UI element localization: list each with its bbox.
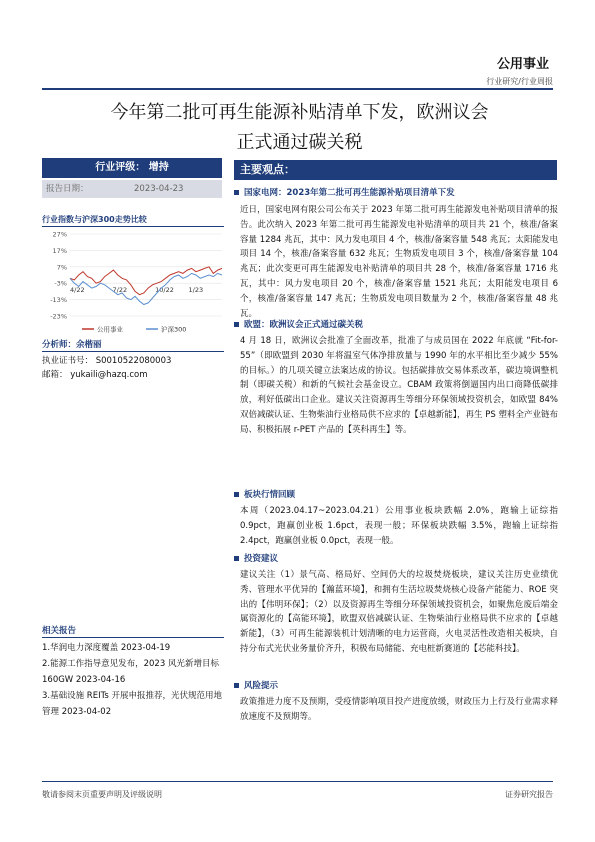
section-body-investment-advice: 建议关注（1）景气高、格局好、空间仍大的垃圾焚烧板块，建议关注历史业绩优秀、管理水平优异的【瀚蓝环境】，和拥有生活垃圾焚烧核心设备产能能力、ROE 突出的【伟明环保】；（2）以及资源再生等细分环保领域投资机会，如聚焦危废后端金属资源化的【高能环境】，欧盟双倍减碳认证、生物柴油行业格局供不应求的【卓越新能】，（3）可再生能源装机计划清晰的电力运营商，火电灵活性改造相关板块，自持分布式光伏业务量价齐升，积极布局储能、充电桩新赛道的【芯能科技】。: [240, 570, 558, 654]
analyst-heading: [42, 338, 102, 350]
index-comparison-chart: [42, 228, 227, 338]
chart-title-divider: [42, 226, 224, 227]
y-tick-label: 7%: [56, 263, 67, 272]
report-type-label: 行业研究/行业周报: [486, 77, 553, 86]
y-tick-label: -13%: [50, 296, 67, 305]
analyst-email: 邮箱： yukaili@hazq.com: [42, 370, 148, 380]
bullet-square-icon: [234, 556, 239, 561]
x-tick-label: 7/22: [112, 286, 128, 295]
report-title-line2: 正式通过碳关税: [236, 132, 363, 153]
analyst-label: 分析师：: [42, 340, 77, 350]
related-reports-title: 相关报告: [42, 626, 77, 636]
x-tick-label: 10/22: [155, 286, 174, 295]
section-title-state-grid: 国家电网：2023年第二批可再生能源补贴项目清单下发: [234, 186, 455, 198]
section-title-market-review: 板块行情回顾: [234, 488, 295, 500]
section-title-investment-advice: 投资建议: [234, 552, 278, 564]
legend-label: 沪深300: [161, 325, 187, 334]
y-tick-label: 17%: [52, 246, 67, 255]
section-title-risk: 风险提示: [234, 679, 278, 691]
bullet-square-icon: [234, 190, 239, 195]
key-points-heading: 主要观点：: [234, 160, 557, 180]
report-date-value: 2023-04-23: [134, 184, 184, 194]
report-title-line1: 今年第二批可再生能源补贴清单下发，欧洲议会: [110, 102, 489, 123]
y-tick-label: 27%: [52, 230, 67, 239]
bullet-square-icon: [234, 322, 239, 327]
related-report-item[interactable]: 3.基础设施 REITs 开展申报推荐，光伏规范用地管理 2023-04-02: [42, 691, 223, 717]
report-date-row: [42, 180, 222, 198]
related-report-item[interactable]: 2.能源工作指导意见发布，2023 风光新增目标 160GW 2023-04-16: [42, 659, 219, 685]
report-date-label: 报告日期：: [46, 184, 89, 194]
x-tick-label: 4/22: [70, 286, 85, 295]
y-tick-label: -3%: [54, 279, 67, 288]
section-body-state-grid: 近日，国家电网有限公司公布关于 2023 年第二批可再生能源发电补贴项目清单的报告。此次纳入 2023 年第二批可再生能源发电补贴清单的项目共 21 个，核准/备案容量 1284 兆瓦，其中：风力发电项目 4 个，核准/备案容量 548 兆瓦；太阳能发电项目 14 个，核准/备案容量 632 兆瓦；生物质发电项目 3 个，核准/备案容量 104 兆瓦；此次变更可再生能源发电补贴清单的项目共 28 个，核准/备案容量 1716 兆瓦，其中：风力发电项目 20 个，核准/备案容量 1521 兆瓦；太阳能发电项目 6 个，核准/备案容量 147 兆瓦；生物质发电项目数量为 2 个，核准/备案容量 48 兆瓦。: [240, 205, 558, 319]
legend-label: 公用事业: [97, 325, 123, 334]
section-title-eu: 欧盟：欧洲议会正式通过碳关税: [234, 318, 363, 330]
sector-label: 公用事业: [496, 57, 549, 72]
analyst-name: 余楷丽: [76, 340, 102, 350]
section-body-eu: 4 月 18 日，欧洲议会批准了全面改革，批准了与成员国在 2022 年底就 “Fit-for-55”（即欧盟到 2030 年将温室气体净排放量与 1990 年的水平相比至少减少 55%的目标。）的几项关键立法案达成的协议。包括碳排放交易体系改革，碳边境调整机制（即碳关税）和新的气候社会基金设立。CBAM 政策将倒逼国内出口商降低碳排放，利好低碳出口企业。建议关注资源再生等细分环保领域投资机会，如欧盟 84%双倍减碳认证、生物柴油行业格局供不应求的【卓越新能】，再生 PS 塑料全产业链布局、积极拓展 r-PET 产品的【英科再生】等。: [240, 336, 558, 435]
x-tick-label: 1/23: [188, 286, 204, 295]
industry-rating-banner: 行业评级： 增持: [42, 158, 222, 178]
chart-title: 行业指数与沪深300走势比较: [42, 215, 147, 224]
section-body-risk: 政策推进力度不及预期，受疫情影响项目投产进度放缓，财政压力上行及行业需求释放速度不及预期等。: [240, 697, 558, 722]
footer-report-type: 证券研究报告: [505, 790, 553, 799]
analyst-certificate: 执业证书号： S0010522080003: [42, 356, 172, 366]
analyst-divider: [42, 351, 224, 352]
related-reports-divider: [42, 637, 224, 638]
section-body-market-review: 本周（2023.04.17~2023.04.21）公用事业板块跌幅 2.0%，跑输上证综指 0.9pct，跑赢创业板 1.6pct，表现一般；环保板块跌幅 3.5%，跑输上证综指 2.4pct，跑赢创业板 0.0pct，表现一般。: [240, 506, 558, 546]
related-report-item[interactable]: 1.华润电力深度覆盖 2023-04-19: [42, 643, 171, 653]
footer-divider: [42, 781, 553, 782]
header-divider: [42, 88, 553, 90]
bullet-square-icon: [234, 492, 239, 497]
footer-disclaimer: 敬请参阅末页重要声明及评级说明: [42, 790, 162, 799]
bullet-square-icon: [234, 683, 239, 688]
y-tick-label: -23%: [50, 312, 67, 321]
